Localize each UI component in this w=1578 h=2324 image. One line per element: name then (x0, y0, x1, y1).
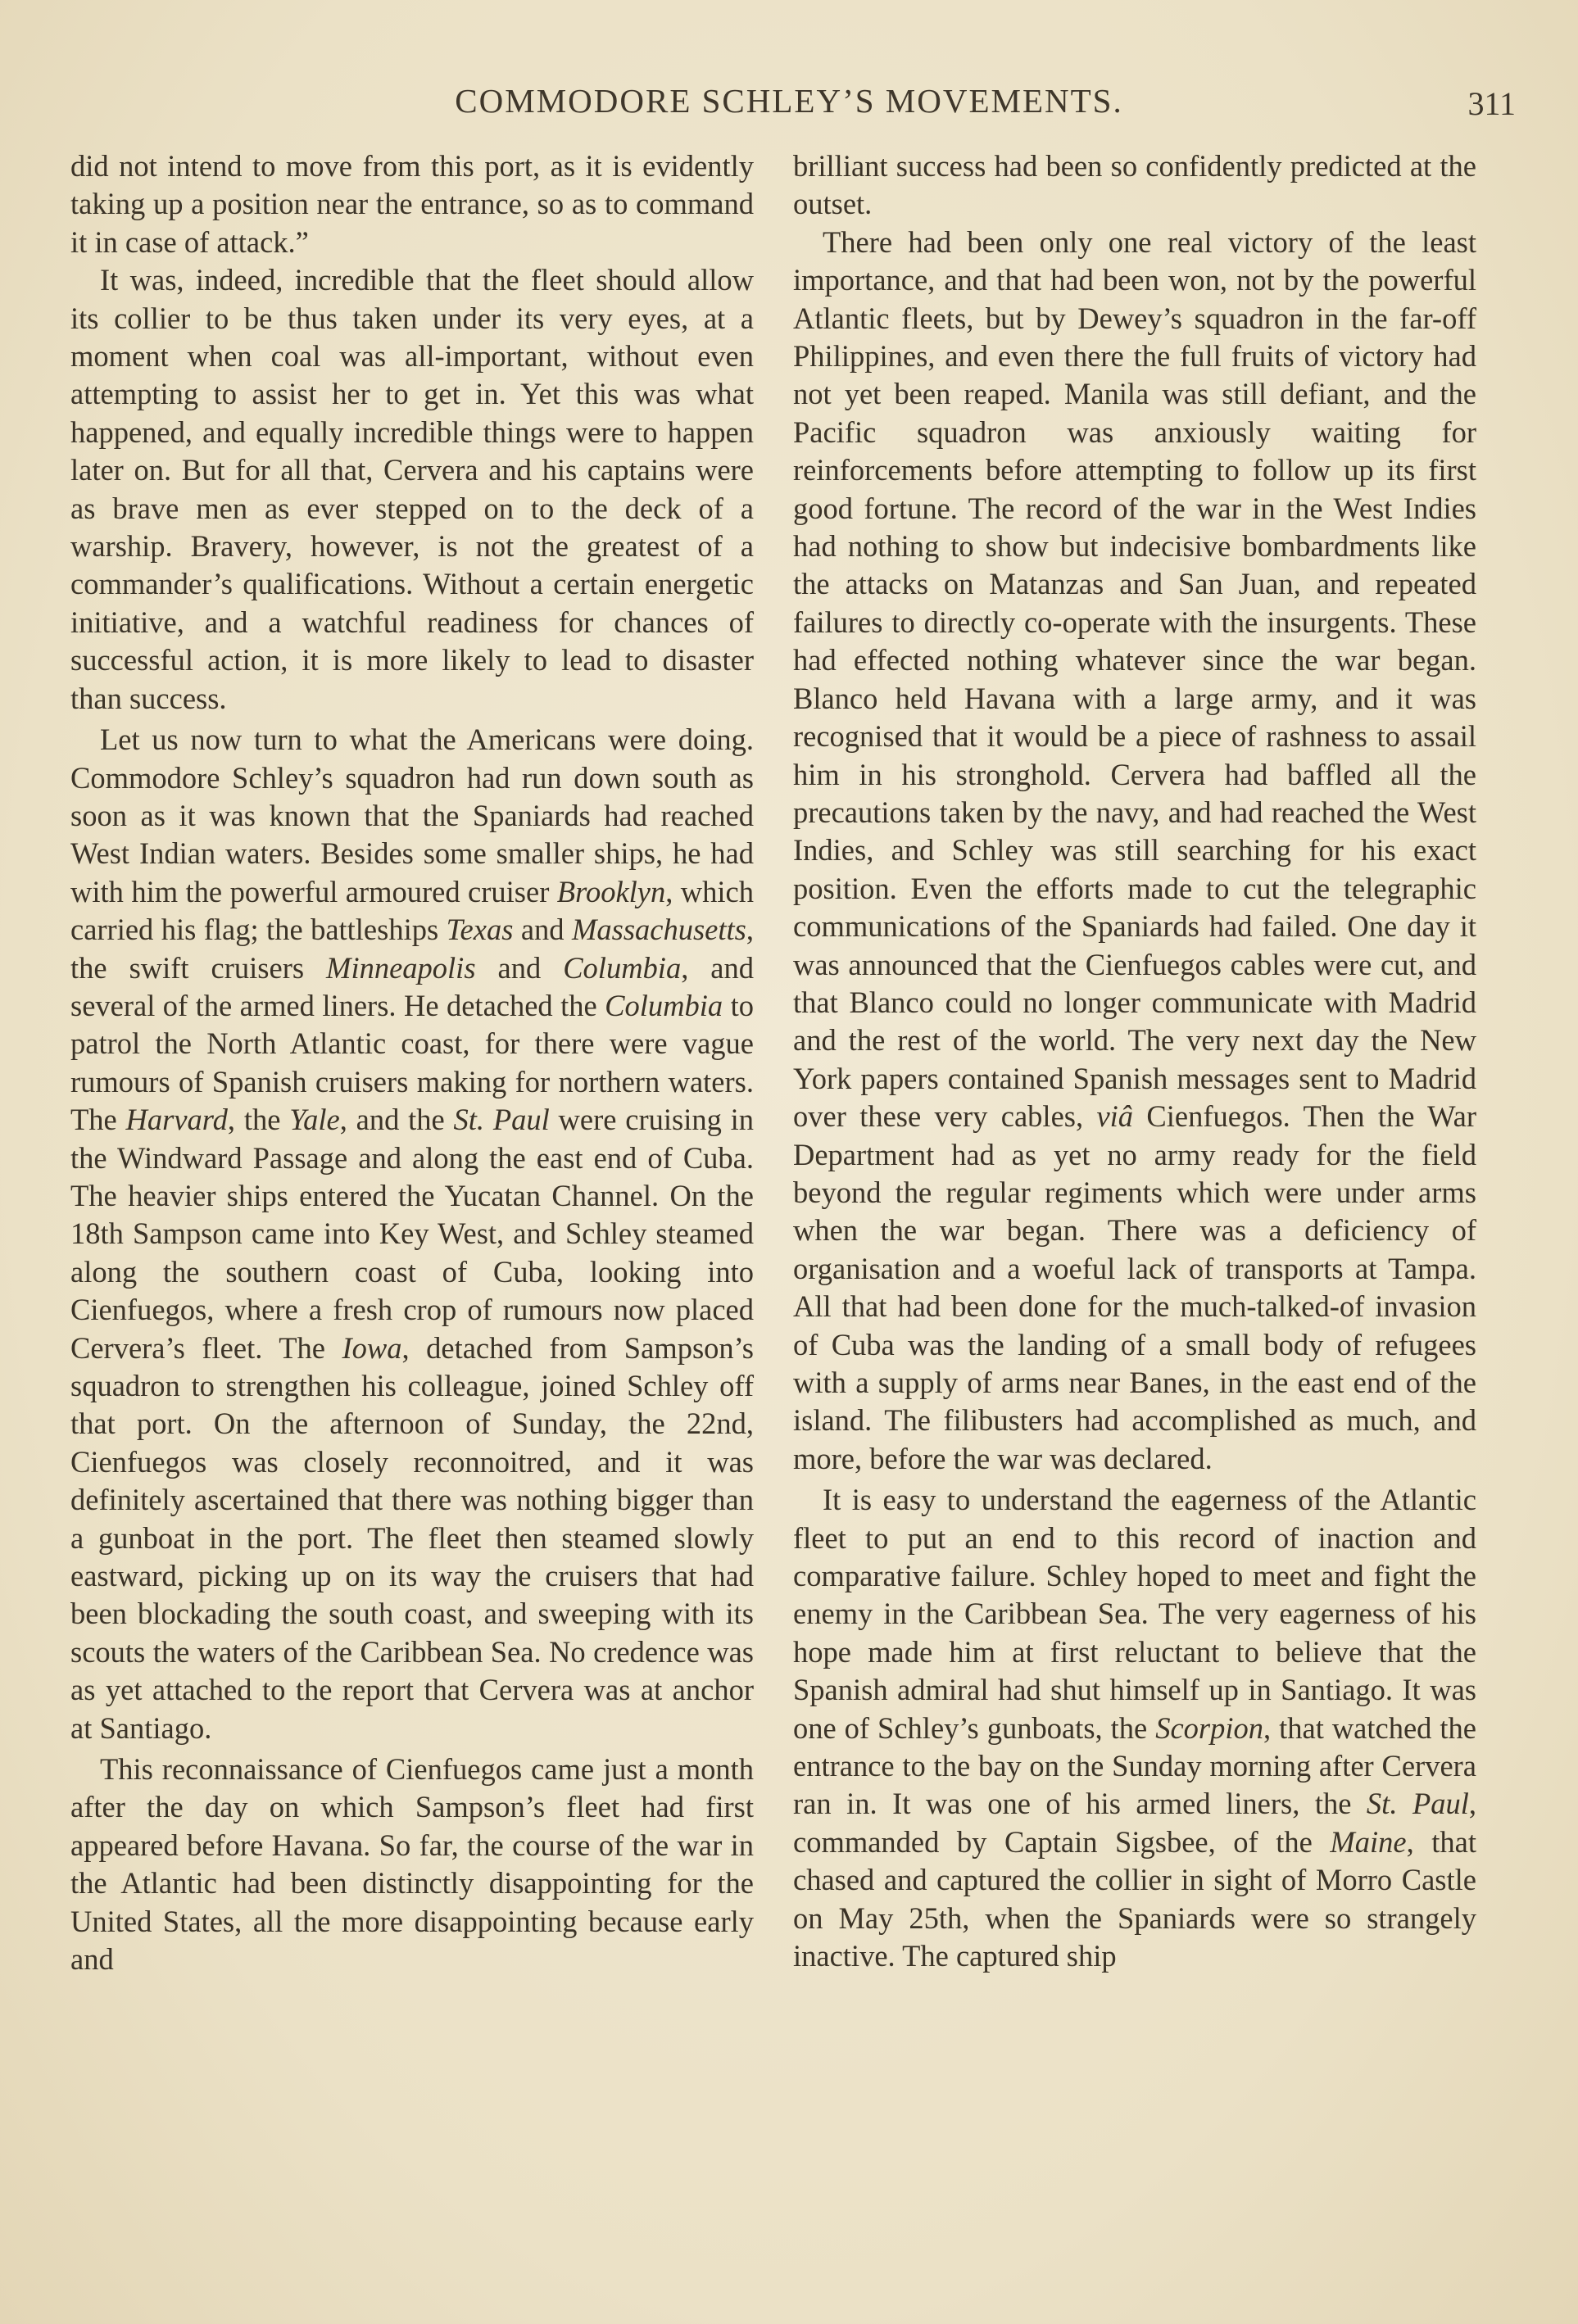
text-run: were cruising in the Windward Passage and along the east end of Cuba. The heavier ships entered the Yucatan Channel. On the 18th Sampson came into Key West, and Schley steamed along the southern coast of Cuba, looking into Cienfuegos, where a fresh crop of rumours now placed Cervera’s fleet. The (70, 1103, 755, 1365)
text-run: , which carried his flag; the battleships (70, 874, 754, 947)
ship-name: Scorpion (1155, 1710, 1263, 1745)
text-run: , the (227, 1103, 290, 1137)
ship-name: Maine (1330, 1824, 1407, 1859)
text-run: It is easy to understand the eagerness of the Atlantic fleet to put an end to this record of inaction and comparative failure. Schley hoped to meet and fight the enemy in the Caribbean Sea. The very eagerness of his hope made him at first reluctant to believe that the Spanish admiral had shut himself up in Santiago. It was one of Schley’s gunboats, the (793, 1483, 1476, 1745)
paragraph (793, 1481, 1476, 1975)
text-run: and (513, 913, 572, 947)
text-run: and (475, 950, 564, 985)
ship-name: Massachusetts (571, 913, 746, 947)
paragraph (793, 224, 1476, 1478)
page-number: 311 (1467, 85, 1516, 122)
ship-name: Iowa (342, 1330, 402, 1365)
text-run: , commanded by Captain Sigsbee, of the (793, 1787, 1477, 1859)
paragraph: did not intend to move from this port, as it is evidently taking up a position near the entrance, so as to command it in case of attack.” (70, 149, 754, 259)
ship-name: Brooklyn (556, 874, 666, 908)
text-run: , that watched the entrance to the bay on the Sunday morning after Cervera ran in. It was one of his armed liners, the (793, 1710, 1476, 1821)
paragraph: It was, indeed, incredible that the fleet should allow its collier to be thus taken under its very eyes, at a moment when coal was all-important, without even attempting to assist her to get in. Yet this was what happened, and equally incredible things were to happen later on. But for all that, Cervera and his captains were as brave men as ever stepped on to the deck of a warship. Bravery, however, is not the greatest of a commander’s qualifications. Without a certain energetic initiative, and a watchful readiness for chances of successful action, it is more likely to lead to disaster than success. (70, 263, 754, 715)
text-run: , and the (339, 1103, 454, 1137)
page-title: COMMODORE SCHLEY’S MOVEMENTS. (455, 82, 1123, 120)
italic-word: viâ (1096, 1099, 1134, 1134)
text-run: , the swift cruisers (70, 913, 754, 985)
text-run: , that chased and captured the collier in sight of Morro Castle on May 25th, when the Spaniards were so strangely inactive. The captured ship (793, 1824, 1477, 1973)
left-column (70, 147, 754, 2245)
text-run: Cienfuegos. Then the War Department had as yet no army ready for the field beyond the regular regiments which were under arms when the war began. There was a deficiency of organisation and a woeful lack of transports at Tampa. All that had been done for the much-talked-of invasion of Cuba was the landing of a small body of refugees with a supply of arms near Banes, in the east end of the island. The filibusters had accomplished as much, and more, before the war was declared. (793, 1099, 1476, 1475)
ship-name: St. Paul (453, 1103, 550, 1137)
ship-name: Columbia (563, 950, 682, 985)
ship-name: St. Paul (1366, 1787, 1469, 1821)
ship-name: Minneapolis (326, 950, 476, 985)
ship-name: Harvard (125, 1103, 228, 1137)
ship-name: Columbia (605, 988, 723, 1022)
text-run: There had been only one real victory of the least importance, and that had been won, not by the powerful Atlantic fleets, but by Dewey’s squadron in the far-off Philippines, and even there the full fruits of victory had not yet been reaped. Manila was still defiant, and the Pacific squadron was anxiously waiting for reinforcements before attempting to follow up its first good fortune. The record of the war in the West Indies had nothing to show but indecisive bombardments like the attacks on Matanzas and San Juan, and repeated failures to directly co-operate with the insurgents. These had effected nothing whatever since the war began. Blanco held Havana with a large army, and it was recognised that it would be a piece of rashness to assail him in his stronghold. Cervera had baffled all the precautions taken by the navy, and had reached the West Indies, and Schley was still searching for his exact position. Even the efforts made to cut the telegraphic communications of the Spaniards had failed. One day it was announced that the Cienfuegos cables were cut, and that Blanco could no longer communicate with Madrid and the rest of the world. The very next day the New York papers contained Spanish messages sent to Madrid over these very cables, (793, 224, 1476, 1134)
ship-name: Yale (289, 1103, 340, 1137)
ship-name: Texas (446, 913, 514, 947)
text-run: , detached from Sampson’s squadron to strengthen his colleague, joined Schley off that port. On the afternoon of Sunday, the 22nd, Cienfuegos was closely reconnoitred, and it was definitely ascertained that there was nothing bigger than a gunboat in the port. The fleet then steamed slowly eastward, picking up on its way the cruisers that had been blockading the south coast, and sweeping with its scouts the waters of the Caribbean Sea. No credence was as yet attached to the report that Cervera was at anchor at Santiago. (70, 1330, 754, 1745)
text-run: Let us now turn to what the Americans were doing. Commodore Schley’s squadron had run down south as soon as it was known that the Spaniards had reached West Indian waters. Besides some smaller ships, he had with him the powerful armoured cruiser (70, 723, 754, 908)
right-column (793, 147, 1476, 2245)
paragraph (70, 721, 754, 1747)
paragraph: This reconnaissance of Cienfuegos came just a month after the day on which Sampson’s fleet had first appeared before Havana. So far, the course of the war in the Atlantic had been distinctly disappointing for the United States, all the more disappointing because early and (70, 1752, 754, 1977)
running-header (0, 80, 1578, 121)
paragraph: brilliant success had been so confidently predicted at the outset. (793, 149, 1476, 221)
text-run: , and several of the armed liners. He detached the (70, 950, 755, 1022)
text-run: to patrol the North Atlantic coast, for there were vague rumours of Spanish cruisers making for northern waters. The (70, 988, 754, 1137)
